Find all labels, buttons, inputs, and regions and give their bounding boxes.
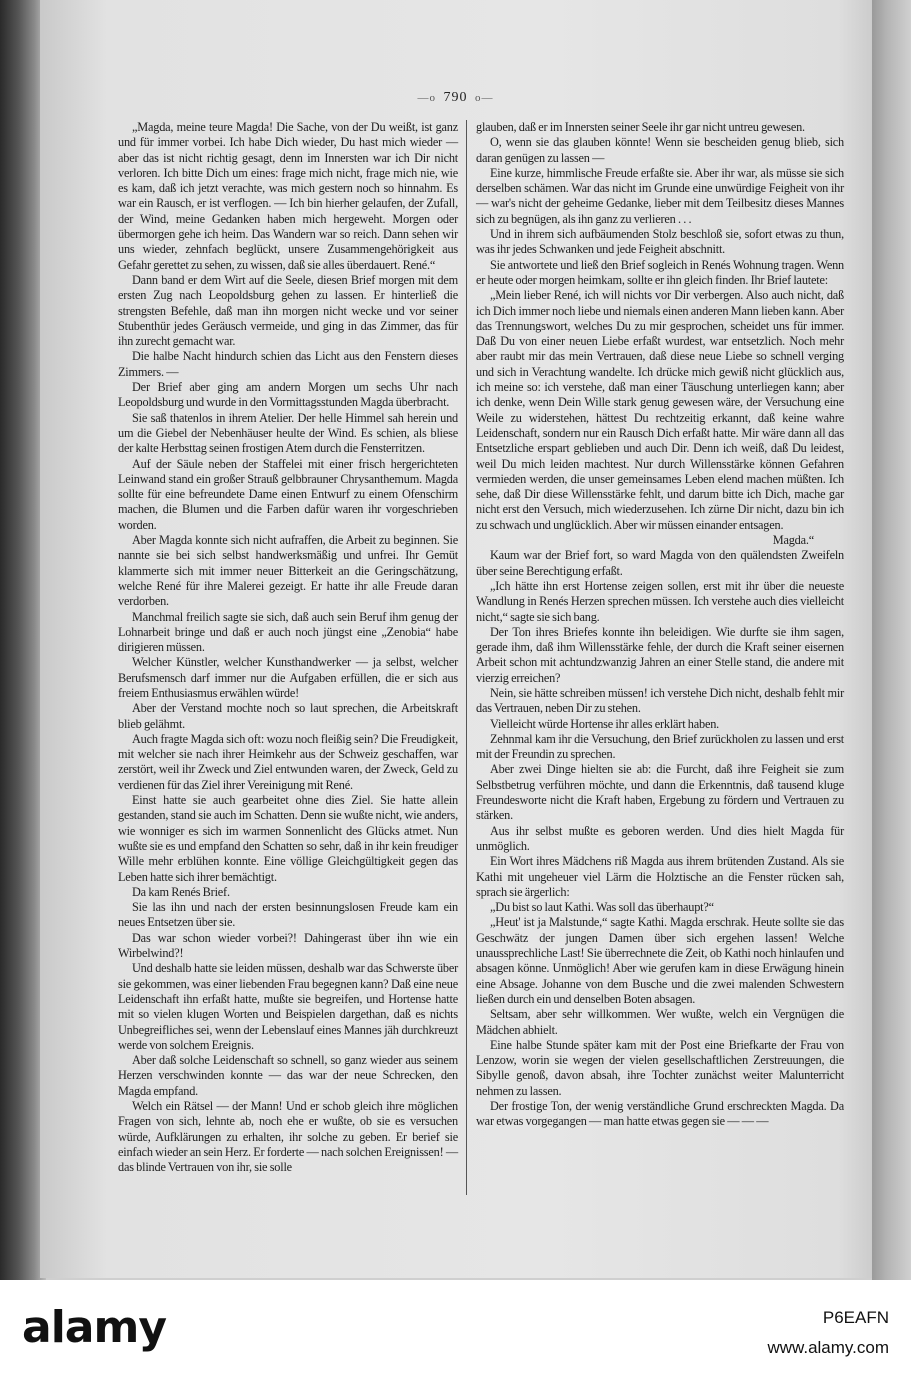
- site-url: www.alamy.com: [767, 1338, 889, 1357]
- paragraph: Eine kurze, himmlische Freude erfaßte sie. Aber ihr war, als müsse sie sich derselben schämen. War das nicht im Grunde eine unwürdige Feigheit von ihr — war's nicht der geheime Gedanke, lieber mit dem Teilbesitz dieses Mannes sich zu begnügen, als ihn ganz zu verlieren . . .: [476, 165, 844, 226]
- paragraph: Aber daß solche Leidenschaft so schnell, so ganz wieder aus seinem Herzen verschwinden konnte — das war der neue Schrecken, den Magda empfand.: [118, 1053, 458, 1098]
- paragraph: Aber der Verstand mochte noch so laut sprechen, die Arbeitskraft blieb gelähmt.: [118, 701, 458, 731]
- paragraph: Die halbe Nacht hindurch schien das Licht aus den Fenstern dieses Zimmers. —: [118, 349, 458, 379]
- alamy-logo: alamy: [22, 1302, 166, 1353]
- paragraph: Kaum war der Brief fort, so ward Magda von den quälendsten Zweifeln über seine Berechtigung erfaßt.: [476, 548, 844, 578]
- paragraph: Vielleicht würde Hortense ihr alles erklärt haben.: [490, 716, 720, 731]
- letter-signature: Magda.“: [772, 533, 814, 548]
- paragraph: Auf der Säule neben der Staffelei mit einer frisch hergerichteten Leinwand stand ein großer Strauß gelbbrauner Chrysanthemum. Magda sollte für eine befreundete Dame einen Entwurf zu einem Ofenschirm machen, die Blumen und die Farben dafür waren ihr vorgeschrieben worden.: [118, 456, 458, 532]
- left-column: [118, 120, 458, 1175]
- watermark-footer: [0, 1280, 911, 1390]
- paragraph: Welch ein Rätsel — der Mann! Und er schob gleich ihre möglichen Fragen von sich, lehnte ab, noch ehe er wußte, ob sie es versuchen würde, Aufklärungen zu erhalten, ihr solche zu geben. Er berief sie einfach wieder an sein Herz. Er forderte — nach solchen Ereignissen! — das blinde Vertrauen von ihr, sie solle: [118, 1099, 458, 1175]
- paragraph: „Magda, meine teure Magda! Die Sache, von der Du weißt, ist ganz und für immer vorbei. Ich habe Dich wieder, Du hast mich wieder — aber das ist nicht richtig gesagt, denn im Innersten war ich Dir nicht verloren. Ich bitte Dich um eines: frage mich nicht, frage mich nie, wie es kam, daß ich jetzt verachte, was mich gestern noch so hinnahm. Es war ein Rausch, er ist verflogen. — Ich bin hierher gelaufen, der Zufall, der Wind, meine Gedanken haben mich hergeweht. Morgen oder übermorgen gehe ich heim. Das Wandern war so reich. Dann sehen wir uns wieder, zehnfach beglückt, unsere Zusammengehörigkeit aus Gefahr gerettet zu sehen, zu wissen, daß sie alles überdauert. René.“: [118, 120, 458, 272]
- paragraph: Manchmal freilich sagte sie sich, daß auch sein Beruf ihm genug der Lohnarbeit bringe und daß er auch noch jüngst eine „Zenobia“ habe dirigieren müssen.: [118, 609, 458, 655]
- paragraph: Der Ton ihres Briefes konnte ihn beleidigen. Wie durfte sie ihm sagen, gerade ihm, daß ihm Willensstärke fehle, der durch die Kraft seiner eisernen Arbeit schon mit achtundzwanzig Jahren an einer Stelle stand, die andere mit vierzig erreichen?: [476, 624, 844, 685]
- ornament-right: o—: [467, 92, 494, 104]
- paragraph: Da kam Renés Brief.: [132, 884, 230, 899]
- page-stack-edge: [872, 0, 911, 1280]
- paragraph: Sie saß thatenlos in ihrem Atelier. Der helle Himmel sah herein und um die Giebel der Nebenhäuser heulte der Wind. Es schien, als bliese der kalte Herbsttag seinen frostigen Atem durch die Fensterritzen.: [118, 410, 458, 456]
- paragraph: Der Brief aber ging am andern Morgen um sechs Uhr nach Leopoldsburg und wurde in den Vormittagsstunden Magda überbracht.: [118, 380, 458, 410]
- paragraph: „Heut' ist ja Malstunde,“ sagte Kathi. Magda erschrak. Heute sollte sie das Geschwätz der jungen Damen über sich ergehen lassen! Welche unaussprechliche Last! Sie überrechnete die Zeit, ob Kathi noch hinlaufen und absagen könne. Unmöglich! Aber wie gerufen kam in diese Erwägung hinein eine Absage. Johanne von dem Busche und die zwei malenden Schwestern ließen durch ein und denselben Boten absagen.: [476, 915, 844, 1006]
- paragraph: Und deshalb hatte sie leiden müssen, deshalb war das Schwerste über sie gekommen, was einer liebenden Frau begegnen kann? Daß eine neue Leidenschaft ihn erfaßt hatte, mußte sie begreifen, und Hortense hatte mit so vielen klugen Worten und Beispielen dargethan, daß es nichts Unbegreifliches sei, wenn der Lebenslauf eines Mannes jäh durchkreuzt werde von solchem Ereignis.: [118, 961, 458, 1052]
- paragraph: Das war schon wieder vorbei?! Dahingerast über ihn wie ein Wirbelwind?!: [118, 930, 458, 961]
- paragraph: Welcher Künstler, welcher Kunsthandwerker — ja selbst, welcher Berufsmensch darf immer nur die Aufgaben erfüllen, die er sich aus freiem Enthusiasmus erwählen würde!: [118, 655, 458, 700]
- paragraph: „Du bist so laut Kathi. Was soll das überhaupt?“: [490, 900, 714, 915]
- paragraph: Zehnmal kam ihr die Versuchung, den Brief zurückholen zu lassen und erst mit der Freundin zu sprechen.: [476, 731, 844, 762]
- paragraph: Eine halbe Stunde später kam mit der Post eine Briefkarte der Frau von Lenzow, worin sie wegen der vielen gesellschaftlichen Zerstreuungen, die Sibylle genoß, davon absah, ihre Tochter zunächst weiter Malunterricht nehmen zu lassen.: [476, 1037, 844, 1098]
- right-column: [476, 120, 844, 1130]
- paragraph: Nein, sie hätte schreiben müssen! ich verstehe Dich nicht, deshalb fehlt mir das Vertrauen, neben Dir zu stehen.: [476, 685, 844, 716]
- paragraph: Und in ihrem sich aufbäumenden Stolz beschloß sie, sofort etwas zu thun, was ihr jedes Schwanken und jede Feigheit abschnitt.: [476, 227, 844, 257]
- paragraph: Aus ihr selbst mußte es geboren werden. Und dies hielt Magda für unmöglich.: [476, 823, 844, 853]
- paragraph: Auch fragte Magda sich oft: wozu noch fleißig sein? Die Freudigkeit, mit welcher sie nach ihrer Heimkehr aus der Schweiz geschaffen, war zerstört, weil ihr Zweck und Ziel entwunden waren, der Zweck, Geld zu verdienen für das Ziel ihrer Vereinigung mit René.: [118, 731, 458, 792]
- paragraph: O, wenn sie das glauben könnte! Wenn sie bescheiden genug blieb, sich daran genügen zu lassen —: [476, 135, 844, 165]
- paragraph: „Mein lieber René, ich will nichts vor Dir verbergen. Also auch nicht, daß ich Dich immer noch liebe und niemals einen anderen Mann lieben kann. Aber das Trennungswort, welches Du zu mir gesprochen, scheidet uns für immer. Daß Du von einer neuen Liebe erfaßt wurdest, war entsetzlich. Noch mehr aber raubt mir das mein Vertrauen, daß diese neue Liebe so schnell verging und sich in Verachtung wandelte. Ich drücke mich gewiß nicht glücklich aus, ich meine so: ich verstehe, daß man einer Täuschung unterliegen kann; aber ich denke, wenn Dein Wille stark genug gewesen wäre, der Versuchung eine Weile zu widerstehen, hättest Du rechtzeitig erkannt, daß keine wahre Leidenschaft, sondern nur ein Rausch Dich erfaßt hatte. Mir wäre dann all das Entsetzliche erspart geblieben und auch Dir. Denn ich weiß, daß Du leidest, weil Du mich leiden machtest. Nur durch Willensstärke können Gefahren vermieden werden, die unser gemeinsames Leben elend machen müßten. Ich sehe, daß Dir diese Willensstärke fehlt, und darum bitte ich Dich, mache gar nicht erst den Versuch, mich wiederzusehen. Ich zürne Dir nicht, dazu bin ich zu schwach und unglücklich. Aber wir müssen einander entsagen.: [476, 288, 844, 532]
- image-id: P6EAFN: [822, 1308, 889, 1327]
- page-number: 790: [443, 90, 468, 105]
- column-divider: [466, 120, 467, 1195]
- paragraph: Sie las ihn und nach der ersten besinnungslosen Freude kam ein neues Entsetzen über sie.: [118, 900, 458, 930]
- paragraph: Aber Magda konnte sich nicht aufraffen, die Arbeit zu beginnen. Sie nannte sie bei sich selbst handwerksmäßig und unfrei. Ihr Gemüt klammerte sich mit immer neuer Bitterkeit an die Geringschätzung, welche René für ihre Malerei gezeigt. Er hatte ihr alle Freude daran verdorben.: [118, 533, 458, 609]
- paragraph: Dann band er dem Wirt auf die Seele, diesen Brief morgen mit dem ersten Zug nach Leopoldsburg gehen zu lassen. Er hinterließ die strengsten Befehle, daß man ihn morgen nicht wecke und vor seiner Stubenthür jedes Geräusch vermeide, und ging in das Zimmer, das für ihn zurecht gemacht war.: [118, 272, 458, 349]
- paragraph: Sie antwortete und ließ den Brief sogleich in Renés Wohnung tragen. Wenn er heute oder morgen heimkam, sollte er ihn gleich finden. Ihr Brief lautete:: [476, 257, 844, 287]
- paragraph: Seltsam, aber sehr willkommen. Wer wußte, welch ein Vergnügen die Mädchen abhielt.: [476, 1007, 844, 1037]
- paragraph: Einst hatte sie auch gearbeitet ohne dies Ziel. Sie hatte allein gestanden, stand sie auch im Schatten. Denn sie wußte nicht, wie anders, wie wonniger es sich im warmen Sonnenlicht des Glücks atmet. Nun wußte sie es und empfand den Schatten so sehr, daß in ihr kein freudiger Wille mehr erblühen konnte. Eine völlige Gleichgültigkeit gegen das Leben hatte sich ihrer bemächtigt.: [118, 793, 458, 884]
- paragraph-continuation: glauben, daß er im Innersten seiner Seele ihr gar nicht untreu gewesen.: [476, 120, 805, 134]
- page-number-header: [0, 90, 911, 106]
- paragraph: Ein Wort ihres Mädchens riß Magda aus ihrem brütenden Zustand. Als sie Kathi mit ungeheuer viel Lärm die Holztische an die Fenster rücken sah, sprach sie ärgerlich:: [476, 854, 844, 899]
- ornament-left: —o: [417, 92, 444, 104]
- paragraph: Aber zwei Dinge hielten sie ab: die Furcht, daß ihre Feigheit sie zum Selbstbetrug verführen möchte, und dann die Erkenntnis, daß tausend kluge Freundesworte nicht die Kraft haben, Ergebung zu fördern und Vertrauen zu stärken.: [476, 762, 844, 823]
- paragraph: Der frostige Ton, der wenig verständliche Grund erschreckten Magda. Da war etwas vorgegangen — man hatte etwas gegen sie — — —: [476, 1099, 844, 1129]
- paragraph: „Ich hätte ihn erst Hortense zeigen sollen, erst mit ihr über die neueste Wandlung in Renés Herzen sprechen müssen. Ich verstehe auch dies vielleicht nicht,“ sagte sie sich bang.: [476, 578, 844, 624]
